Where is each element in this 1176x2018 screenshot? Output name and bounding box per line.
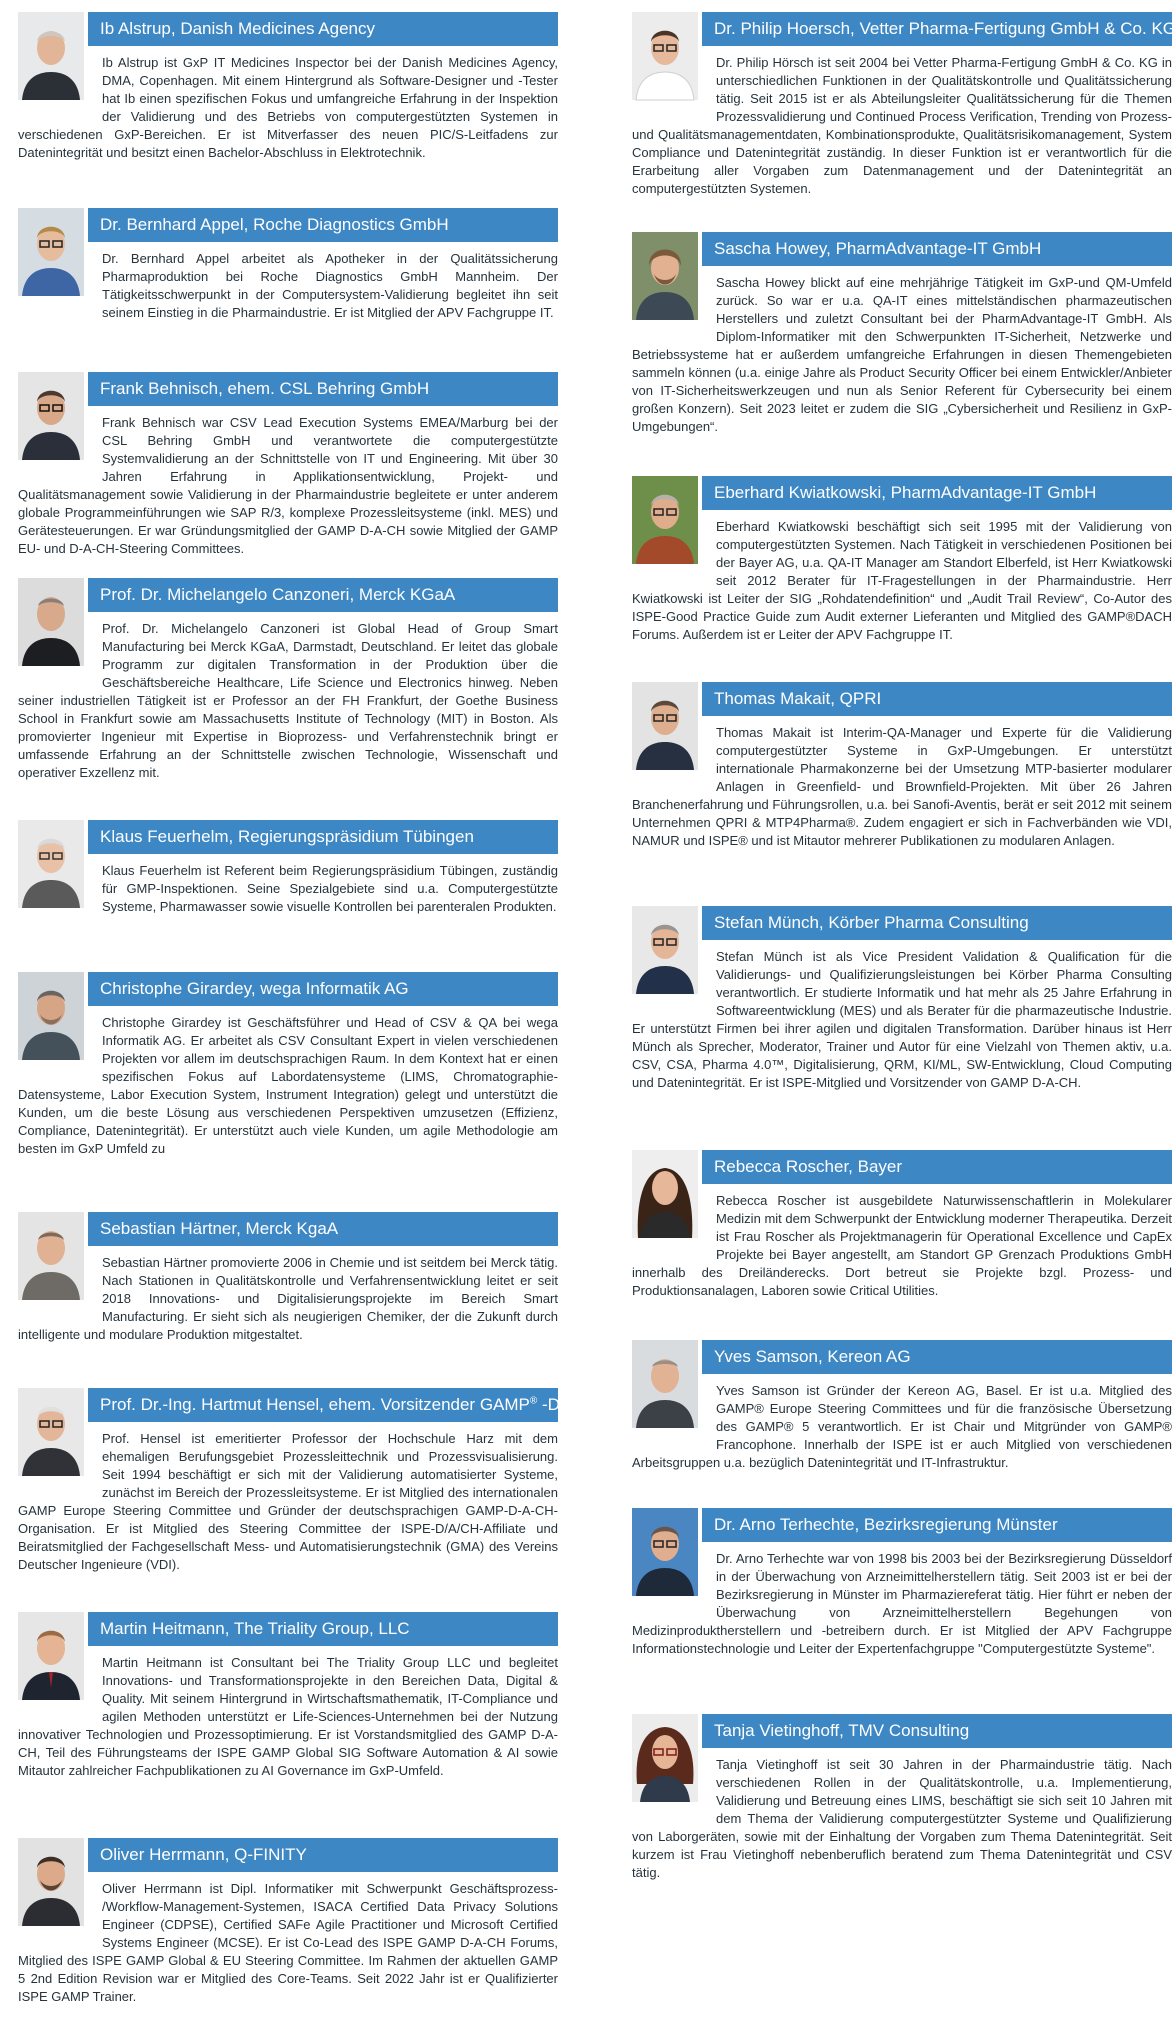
- portrait-photo: [18, 12, 84, 100]
- profile-card: [18, 1212, 558, 1344]
- profile-card: [18, 578, 558, 782]
- portrait-photo: [18, 1388, 84, 1476]
- portrait-photo: [632, 906, 698, 994]
- speaker-bio: Oliver Herrmann ist Dipl. Informatiker mit Schwerpunkt Geschäftsprozess- /Workflow-Management-Systemen, ISACA Certified Data Privacy Solutions Engineer (CDPSE), Certified SAFe Agile Practitioner und Microsoft Certified Systems Engineer (MCSE). Er ist Co-Lead des ISPE GAMP D-A-CH Forums, Mitglied des ISPE GAMP Global & EU Steering Committee. Im Rahmen der aktuellen GAMP 5 2nd Edition Revision war er Mitglied des Core-Teams. Seit 2022 Jahr ist er Qualifizierter ISPE GAMP Trainer.: [18, 1881, 558, 2004]
- speaker-bio: Thomas Makait ist Interim-QA-Manager und Experte für die Validierung computergestützter Systeme in GxP-Umgebungen. Er unterstützt internationale Pharmakonzerne bei der Umsetzung MTP-basierter modularer Anlagen in Greenfield- und Brownfield-Projekten. Mit über 26 Jahren Branchenerfahrung und Führungsrollen, u.a. bei Sanofi-Aventis, berät er seit 2012 mit seinem Unternehmen QPRI & MTP4Pharma®. Zudem engagiert er sich in Fachverbänden wie VDI, NAMUR und ISPE® und ist Mitautor mehrerer Publikationen zu modularen Anlagen.: [632, 725, 1172, 848]
- profile-card: [632, 906, 1172, 1092]
- profile-card: [18, 208, 558, 322]
- profile-card: [18, 820, 558, 922]
- speaker-bio: Christophe Girardey ist Geschäftsführer und Head of CSV & QA bei wega Informatik AG. Er arbeitet als CSV Consultant Expert in vielen verschiedenen Projekten vor allem im deutschsprachigen Raum. In dem Kontext hat er einen spezifischen Fokus auf Labordatensysteme (LIMS, Chromatographie-Datensysteme, Labor Execution System, Instrument Integration) gelegt und unterstützt die Kunden, um die beste Lösung aus verschiedenen Perspektiven umzusetzen (Effizienz, Compliance, Datenintegrität). Er unterstützt auch viele Kunden, um agile Methodologie am besten im GxP Umfeld zu: [18, 1015, 558, 1156]
- speaker-name: Stefan Münch, Körber Pharma Consulting: [702, 906, 1172, 940]
- left-column: [18, 0, 608, 2018]
- speaker-name: Dr. Arno Terhechte, Bezirksregierung Münster: [702, 1508, 1172, 1542]
- portrait-photo: [18, 208, 84, 296]
- speaker-name-suffix: -D-A-CH: [537, 1395, 608, 1414]
- profile-card: [632, 476, 1172, 644]
- speaker-name-main: Prof. Dr.-Ing. Hartmut Hensel, ehem. Vorsitzender GAMP: [100, 1395, 530, 1414]
- speaker-bio: Prof. Hensel ist emeritierter Professor der Hochschule Harz mit dem ehemaligen Berufungsgebiet Prozessleittechnik und Prozessvisualisierung. Seit 1994 beschäftigt er sich mit der Validierung automatisierter Systeme, zunächst im Bereich der Prozessleitsysteme. Er ist Mitglied des internationalen GAMP Europe Steering Committee und Gründer der deutschsprachigen GAMP-D-A-CH-Organisation. Er ist Mitglied des Steering Committee der ISPE-D/A/CH-Affiliate und Beiratsmitglied der Fachgesellschaft Mess- und Automatisierungstechnik (GMA) des Vereins Deutscher Ingenieure (VDI).: [18, 1431, 558, 1572]
- speaker-name: Frank Behnisch, ehem. CSL Behring GmbH: [88, 372, 558, 406]
- profile-card: [632, 1340, 1172, 1472]
- portrait-photo: [18, 372, 84, 460]
- portrait-photo: [632, 1150, 698, 1238]
- speaker-bio: Eberhard Kwiatkowski beschäftigt sich seit 1995 mit der Validierung von computergestützten Systemen. Nach Tätigkeit in verschiedenen Positionen bei der Bayer AG, u.a. QA-IT Manager am Standort Elberfeld, ist Herr Kwiatkowski seit 2012 Berater für IT-Fragestellungen in der Pharmaindustrie. Herr Kwiatkowski ist Leiter der SIG „Rohdatendefinition“ und „Audit Trail Review“, Co-Autor des ISPE-Good Practice Guide zum Audit externer Lieferanten und Mitglied des GAMP®DACH Forums. Außerdem ist er Leiter der APV Fachgruppe IT.: [632, 519, 1172, 642]
- profile-card: [18, 972, 558, 1158]
- speaker-name: Ib Alstrup, Danish Medicines Agency: [88, 12, 558, 46]
- speaker-name: Sebastian Härtner, Merck KgaA: [88, 1212, 558, 1246]
- portrait-photo: [18, 1612, 84, 1700]
- speaker-name: Thomas Makait, QPRI: [702, 682, 1172, 716]
- speaker-name: Martin Heitmann, The Triality Group, LLC: [88, 1612, 558, 1646]
- portrait-photo: [632, 232, 698, 320]
- speaker-name: Klaus Feuerhelm, Regierungspräsidium Tübingen: [88, 820, 558, 854]
- profile-card: [632, 682, 1172, 850]
- portrait-photo: [18, 578, 84, 666]
- speaker-bio: Dr. Arno Terhechte war von 1998 bis 2003 bei der Bezirksregierung Düsseldorf in der Überwachung von Arzneimittelherstellern tätig. Seit 2003 ist er bei der Bezirksregierung in Münster im Pharmaziereferat tätig. Hier führt er neben der Überwachung von Arzneimittelherstellern Begehungen von Medizinproduktherstellern und -betreibern durch. Er ist Mitglied der APV Fachgruppe Informationstechnologie und Leiter der Expertenfachgruppe "Computergestützte Systeme".: [632, 1551, 1172, 1656]
- profile-card: [632, 1150, 1172, 1300]
- speaker-bio: Prof. Dr. Michelangelo Canzoneri ist Global Head of Group Smart Manufacturing bei Merck KGaA, Darmstadt, Deutschland. Er leitet das globale Programm zur digitalen Transformation in der Produktion über die Geschäftsbereiche Healthcare, Life Science und Electronics hinweg. Neben seiner industriellen Tätigkeit ist er Professor an der FH Frankfurt, der Goethe Business School in Frankfurt sowie am Massachusetts Institute of Technology (MIT) in Boston. Als promovierter Ingenieur mit Expertise in Bioprozess- und Verfahrenstechnik bringt er umfassende Erfahrung an der Schnittstelle zwischen Technologie, Wissenschaft und operativer Exzellenz mit.: [18, 621, 558, 780]
- speaker-name: Dr. Bernhard Appel, Roche Diagnostics GmbH: [88, 208, 558, 242]
- profile-card: [632, 1508, 1172, 1658]
- speaker-name: Rebecca Roscher, Bayer: [702, 1150, 1172, 1184]
- portrait-photo: [632, 1714, 698, 1802]
- portrait-photo: [18, 972, 84, 1060]
- speaker-bio: Yves Samson ist Gründer der Kereon AG, Basel. Er ist u.a. Mitglied des GAMP® Europe Steering Committees und für die französische Übersetzung des GAMP® 5 verantwortlich. Er ist Chair und Mitgründer von GAMP® Francophone. Innerhalb der ISPE ist er auch Mitglied von verschiedenen Arbeitsgruppen u.a. bezüglich Datenintegrität und IT-Infrastruktur.: [632, 1383, 1172, 1470]
- profile-card: [18, 1612, 558, 1780]
- speaker-name: Eberhard Kwiatkowski, PharmAdvantage-IT GmbH: [702, 476, 1172, 510]
- profile-card: [18, 372, 558, 558]
- right-column: [632, 0, 1176, 2018]
- profile-card: [632, 232, 1172, 436]
- speaker-bio: Sascha Howey blickt auf eine mehrjährige Tätigkeit im GxP-und QM-Umfeld zurück. So war er u.a. QA-IT eines mittelständischen pharmazeutischen Herstellers und zuletzt Consultant bei der PharmAdvantage-IT GmbH. Als Diplom-Informatiker mit den Schwerpunkten IT-Sicherheit, Netzwerke und Betriebssysteme hat er außerdem umfangreiche Erfahrungen in diesen Themengebieten sammeln können (u.a. einige Jahre als Product Security Officer bei einem Entwickler/Anbieter von IT-Sicherheitswerkzeugen und nun als Senior Referent für Cybersecurity bei einem großen Konzern). Seit 2023 leitet er zudem die SIG „Cybersicherheit und Resilienz in GxP-Umgebungen“.: [632, 275, 1172, 434]
- profile-card: [18, 1838, 558, 2006]
- portrait-photo: [632, 682, 698, 770]
- profile-card: [632, 12, 1176, 198]
- speaker-name: Christophe Girardey, wega Informatik AG: [88, 972, 558, 1006]
- registered-mark: ®: [529, 1395, 538, 1407]
- speaker-bio: Stefan Münch ist als Vice President Validation & Qualification für die Validierungs- und Qualifizierungsleistungen bei Körber Pharma Consulting verantwortlich. Er studierte Informatik und hat mehr als 25 Jahre Erfahrung in Softwareentwicklung (MES) und als Berater für die pharmazeutische Industrie. Er unterstützt Firmen bei ihrer agilen und digitalen Transformation. Darüber hinaus ist Herr Münch als Sprecher, Moderator, Trainer und Autor für eine Vielzahl von Themen aktiv, u.a. CSV, CSA, Pharma 4.0™, Digitalisierung, QRM, KI/ML, SW-Entwicklung, Cloud Computing und Datenintegrität. Er ist ISPE-Mitglied und Vorsitzender von GAMP D-A-CH.: [632, 949, 1172, 1090]
- speaker-bio: Klaus Feuerhelm ist Referent beim Regierungspräsidium Tübingen, zuständig für GMP-Inspektionen. Seine Spezialgebiete sind u.a. Computergestützte Systeme, Pharmawasser sowie visuelle Kontrollen bei parenteralen Produkten.: [102, 863, 558, 914]
- speaker-name: [88, 1388, 608, 1422]
- speaker-bio: Frank Behnisch war CSV Lead Execution Systems EMEA/Marburg bei der CSL Behring GmbH und verantwortete die computergestützte Systemvalidierung an der Schnittstelle von IT und Engineering. Mit über 30 Jahren Erfahrung in Applikationsentwicklung, Projekt- und Qualitätsmanagement sowie Validierung in der Pharmaindustrie begleitete er unter anderem globale Programmeinführungen wie SAP R/3, komplexe Prozessleitsysteme (inkl. MES) und Gerätesteuerungen. Er war Gründungsmitglied der GAMP D-A-CH sowie Mitglied der GAMP EU- und D-A-CH-Steering Committees.: [18, 415, 558, 556]
- portrait-photo: [632, 1340, 698, 1428]
- portrait-photo: [18, 820, 84, 908]
- profile-card: [18, 12, 558, 162]
- speaker-name: Tanja Vietinghoff, TMV Consulting: [702, 1714, 1172, 1748]
- speaker-bio: Martin Heitmann ist Consultant bei The Triality Group LLC und begleitet Innovations- und Transformationsprojekte in den Bereichen Data, Digital & Quality. Mit seinem Hintergrund in Wirtschaftsmathematik, IT-Compliance und agilen Methoden unterstützt er Life-Sciences-Unternehmen bei der Nutzung innovativer Technologien und Prozessoptimierung. Er ist Vorstandsmitglied des GAMP D-A-CH, Teil des Führungsteams der ISPE GAMP Global SIG Software Automation & AI sowie Mitautor zahlreicher Fachpublikationen zu AI Governance im GxP-Umfeld.: [18, 1655, 558, 1778]
- profile-card: [18, 1388, 608, 1574]
- portrait-photo: [18, 1212, 84, 1300]
- portrait-photo: [632, 12, 698, 100]
- speaker-name: Dr. Philip Hoersch, Vetter Pharma-Fertigung GmbH & Co. KG: [702, 12, 1172, 46]
- portrait-photo: [632, 1508, 698, 1596]
- portrait-photo: [18, 1838, 84, 1926]
- speaker-name: Prof. Dr. Michelangelo Canzoneri, Merck KGaA: [88, 578, 558, 612]
- speaker-bio: Tanja Vietinghoff ist seit 30 Jahren in der Pharmaindustrie tätig. Nach verschiedenen Rollen in der Qualitätskontrolle, u.a. Implementierung, Validierung und Betreuung eines LIMS, beschäftigt sie sich seit 10 Jahren mit dem Thema der Validierung computergestützter Systeme und Qualifizierung von Laborgeräten, sowie mit der Einhaltung der Vorgaben zum Thema Datenintegrität. Seit kurzem ist Frau Vietinghoff nebenberuflich beratend zum Thema Datenintegrität und CSV tätig.: [632, 1757, 1172, 1880]
- profile-card: [632, 1714, 1172, 1882]
- speaker-name: Oliver Herrmann, Q-FINITY: [88, 1838, 558, 1872]
- portrait-photo: [632, 476, 698, 564]
- speaker-name: Sascha Howey, PharmAdvantage-IT GmbH: [702, 232, 1172, 266]
- speaker-bio: Dr. Bernhard Appel arbeitet als Apotheker in der Qualitätssicherung Pharmaproduktion bei Roche Diagnostics GmbH Mannheim. Der Tätigkeitsschwerpunkt in der Computersystem-Validierung begleitet ihn seit seinem Einstieg in die Pharmaindustrie. Er ist Mitglied der APV Fachgruppe IT.: [102, 251, 558, 320]
- speaker-name: Yves Samson, Kereon AG: [702, 1340, 1172, 1374]
- speaker-bio: Ib Alstrup ist GxP IT Medicines Inspector bei der Danish Medicines Agency, DMA, Copenhagen. Mit einem Hintergrund als Software-Designer und -Tester hat Ib einen spezifischen Fokus und umfangreiche Erfahrung in der Inspektion der Validierung und des Betriebs von computergestützten Systemen in verschiedenen GxP-Bereichen. Er ist Mitverfasser des neuen PIC/S-Leitfadens zur Datenintegrität und besitzt einen Bachelor-Abschluss in Elektrotechnik.: [18, 55, 558, 160]
- speaker-bio: Dr. Philip Hörsch ist seit 2004 bei Vetter Pharma-Fertigung GmbH & Co. KG in unterschiedlichen Funktionen in der Qualitätskontrolle und Qualitätssicherung tätig. Seit 2015 ist er als Abteilungsleiter Qualitätssicherung für die Themen Prozessvalidierung und Continued Process Verification, Trending von Prozess- und Qualitätsmanagementdaten, Kombinationsprodukte, Qualitätsrisikomanagement, System Compliance und Datenintegrität zuständig. In dieser Funktion ist er verantwortlich für die Erarbeitung aller Vorgaben zum Datenmanagement und der Datenintegrität an computergestützten Systemen.: [632, 55, 1172, 196]
- speaker-bio: Sebastian Härtner promovierte 2006 in Chemie und ist seitdem bei Merck tätig. Nach Stationen in Qualitätskontrolle und Verfahrensentwicklung leitet er seit 2018 Innovations- und Digitalisierungsprojekte im Bereich Smart Manufacturing. Er sieht sich als neugierigen Chemiker, der die Zukunft durch intelligente und modulare Produktion mitgestaltet.: [18, 1255, 558, 1342]
- speaker-bio: Rebecca Roscher ist ausgebildete Naturwissenschaftlerin in Molekularer Medizin mit dem Schwerpunkt der Entwicklung moderner Therapeutika. Derzeit ist Frau Roscher als Projektmanagerin für Operational Excellence und CapEx Projekte bei Bayer angestellt, am Standort GP Grenzach Produktions GmbH innerhalb des Dreiländerecks. Dort betreut sie Projekte bzgl. Prozess- und Produktionsanalagen, Laboren sowie Critical Utilities.: [632, 1193, 1172, 1298]
